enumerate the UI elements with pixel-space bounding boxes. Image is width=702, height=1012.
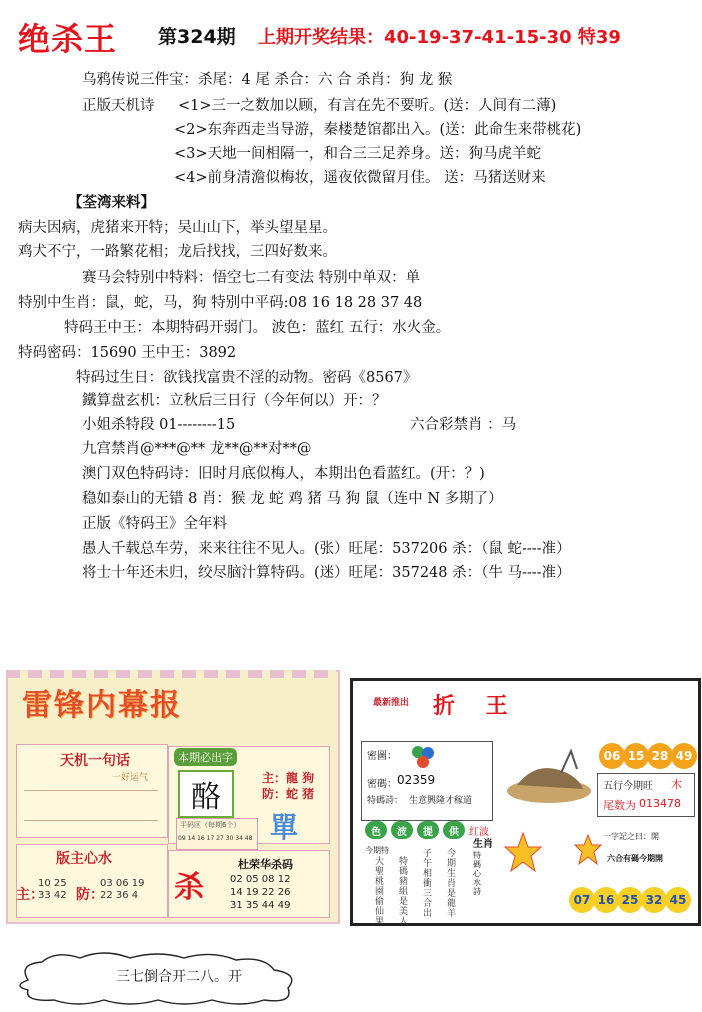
poem-col-4: 今期生肖是龍羊 [447,849,457,919]
weishu-label: 尾数为 [603,799,636,812]
kill-char: 杀 [174,870,204,905]
tail-line-1: 愚人千载总车劳，来来往往不见人。(张）旺尾：537206 杀：（鼠 蛇----准） [82,541,571,557]
bottom-ball-4: 32 [641,887,667,913]
bottom-ball-2: 16 [593,887,619,913]
firework-icon-2 [573,833,603,867]
top-ball-4: 49 [671,743,697,769]
zhewang-image [350,678,701,926]
leifeng-image [6,670,340,924]
top-ball-1: 06 [599,743,625,769]
poem-col-2: 特碼豬組是美人 [399,857,409,927]
pingma-nums: 09 14 16 17 27 30 34 48 [178,835,253,842]
yizi-label: 一字記之曰：開 [603,832,659,841]
poem-value: 生意興隆才稼道 [409,796,473,806]
zhu-label: 主： [16,887,44,903]
mima2-value: 02359 [397,773,436,787]
animal-illustration [497,739,593,809]
cloud-bubble [8,950,308,1006]
kill-nums-1: 02 05 08 12 [230,874,291,885]
zhewang-tag: 最新推出 [373,698,410,708]
annual-material-line: 正版《特码王》全年料 [82,516,227,532]
eight-zodiac-line: 稳如泰山的无错 8 肖：猴 龙 蛇 鸡 猪 马 狗 鼠（连中 N 多期了） [82,491,503,507]
crow-legend-line: 乌鸦传说三件宝：杀尾：4 尾 杀合：六 合 杀肖：狗 龙 猴 [82,72,453,88]
top-ball-2: 15 [623,743,649,769]
poem-line-2: <2>东奔西走当导游，秦楼楚馆都出入。(送：此命生来带桃花) [174,122,582,138]
color-tab-1: 色 [365,821,387,839]
birthday-line: 特码过生日：欲钱找富贵不淫的动物。密码《8567》 [76,370,418,386]
nine-palace-line: 九宫禁肖@***@** 龙**@**对**@ [82,441,312,457]
color-tab-3: 提 [417,821,439,839]
mima-label: 密圖： [367,751,397,762]
firework-icon [503,831,543,875]
tail-line-2: 将士十年还未归，绞尽脑汁算特码。(迷）旺尾：357248 杀：（牛 马----准） [82,565,571,581]
box2-title: 本期必出字 [174,748,237,766]
shengxiao-label: 生肖 [473,839,493,850]
heaven-poem-label: 正版天机诗 [82,98,155,114]
riddle-line-2: 鸡犬不宁，一路繁花相；龙后找找，三四好数来。 [18,244,337,260]
fang-nums: 03 06 19 22 36 4 [100,878,145,901]
wuxing-value: 木 [671,778,682,791]
color-value: 红波 [469,827,489,838]
weishu-value: 013478 [639,797,681,810]
last-result: 上期开奖结果：40-19-37-41-15-30 特39 [258,27,621,48]
abacus-line: 鐵算盘玄机：立秋后三日行（今年何以）开：？ [82,393,387,409]
horse-club-line: 赛马会特别中特料：悟空七二有变法 特别中单双：单 [82,270,421,286]
pingma-label: 平码区（每期6个） [180,821,241,829]
heart-poem-label: 特碼心水詩 [473,851,481,896]
zhewang-title: 折 王 [433,693,508,719]
kill-title: 杜荣华杀码 [238,858,293,871]
version-heart: 版主心水 [56,851,112,867]
jinqi-label: 今期特 [365,846,389,855]
bottom-ball-3: 25 [617,887,643,913]
poem-line-1: <1>三一之数加以顾，有言在先不要听。(送：人间有二薄) [178,98,557,114]
color-tab-4: 供 [443,821,465,839]
poem-col-3: 子午相衝三合出 [423,849,433,919]
poem-line-4: <4>前身清澹似梅妆，遥夜依微留月佳。 送：马猪送财来 [174,170,546,186]
fang-label: 防： [76,887,104,903]
colored-swirl-icon [409,743,437,771]
code-line: 特码密码：15690 王中王：3892 [18,345,237,361]
king-line: 特码王中王：本期特码开弱门。 波色：蓝红 五行：水火金。 [64,320,451,336]
mima2-label: 密碼： [367,779,397,790]
issue-number: 第324期 [158,26,236,48]
poem-line-3: <3>天地一间相隔一，和合三三足养身。送：狗马虎羊蛇 [174,146,542,162]
bottom-ball-1: 07 [569,887,595,913]
zodiac-line: 特别中生肖：鼠，蛇，马，狗 特别中平码:08 16 18 28 37 48 [18,295,423,311]
color-tab-2: 波 [391,821,413,839]
bottom-ball-5: 45 [665,887,691,913]
box1-title: 天机一句话 [60,753,130,769]
main-zodiac: 主：龍 狗 [262,771,315,785]
box1-sub: 一好运气 [112,773,149,783]
big-char: 酪 [178,770,234,818]
cloud-text: 三七倒合开二八。开 [116,969,242,985]
wuxing-label: 五行今期旺 [603,781,653,792]
liuhe-label: 六合有碼今期開 [607,854,663,863]
kill-segment-line: 小姐杀特段 01--------15 [82,417,236,433]
top-ball-3: 28 [647,743,673,769]
poem-label: 特碼詩： [367,796,404,806]
macau-poem-line: 澳门双色特码诗：旧时月底似梅人，本期出色看蓝红。(开：？) [82,466,485,482]
riddle-line-1: 病夫因病，虎猪来开特；吴山山下，举头望星星。 [18,220,337,236]
section-heading: 【荃湾来料】 [68,194,155,211]
kill-nums-3: 31 35 44 49 [230,900,291,911]
defend-zodiac: 防：蛇 猪 [262,787,315,801]
kill-nums-2: 14 19 22 26 [230,887,291,898]
page-title: 绝杀王 [18,20,118,58]
leifeng-title: 雷锋内幕报 [22,688,182,723]
poem-col-1: 大聖桃園偷仙果 [375,857,385,927]
single-char: 單 [270,811,299,844]
zhu-nums: 10 25 33 42 [38,878,67,901]
forbidden-zodiac: 六合彩禁肖 ：马 [410,417,517,433]
